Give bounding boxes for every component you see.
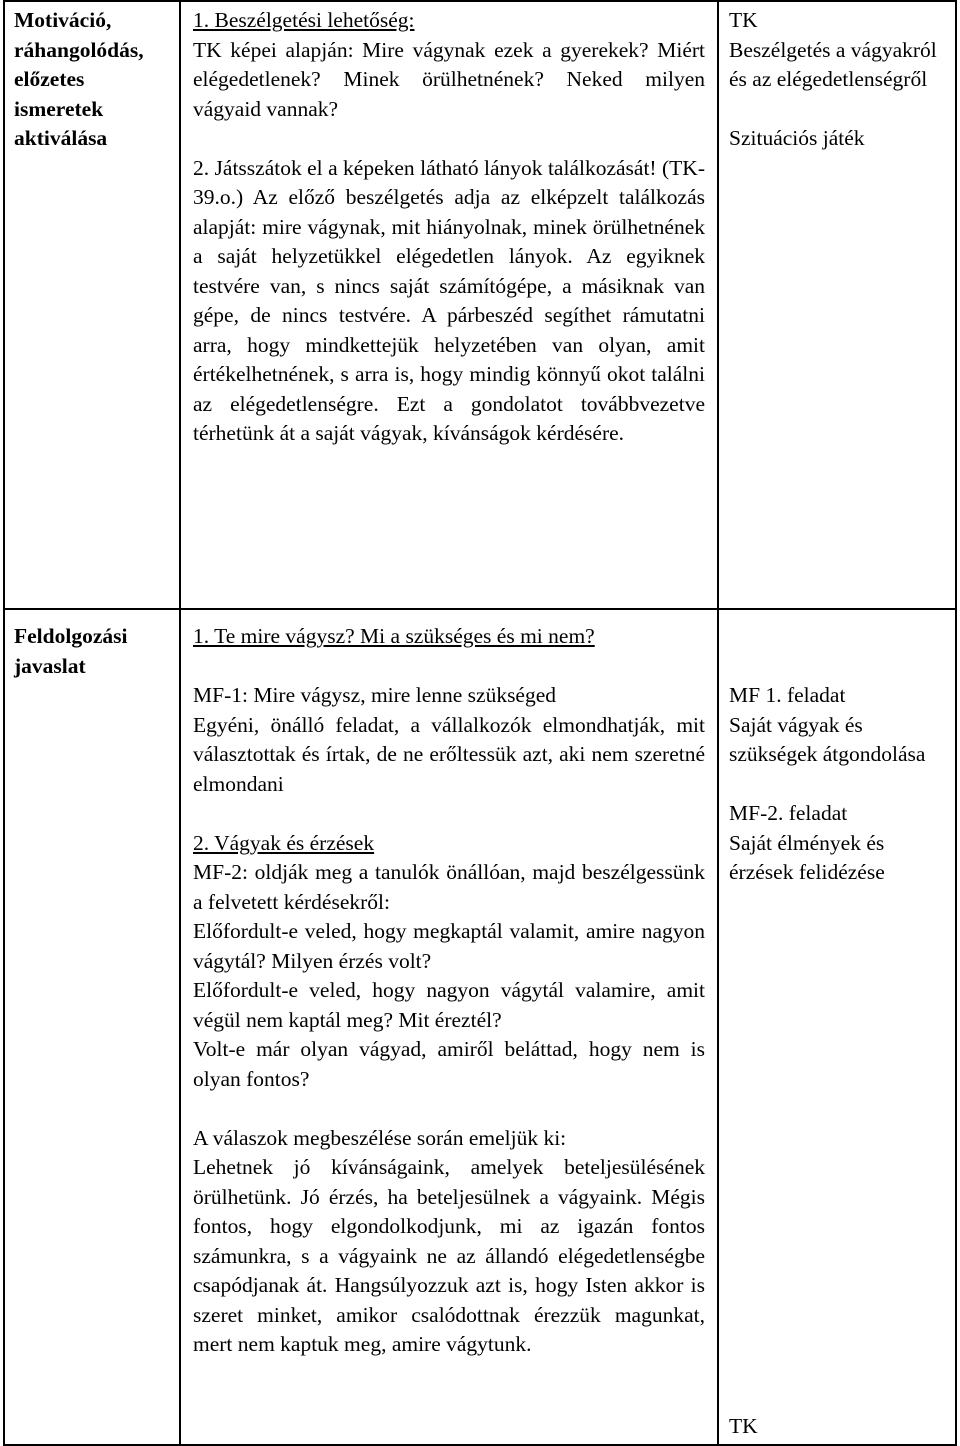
- row2-summary-text: Lehetnek jó kívánságaink, amelyek beteljesülésének örülhetünk. Jó érzés, ha beteljesülnek a vágyaink. Mégis fontos, hogy elgondolkodjunk, mi az igazán fontos számunkra, s a vágyaink ne az állandó elégedetlenségbe csapódjanak át. Hangsúlyozzuk azt is, hogy Isten akkor is szeret minket, amikor csalódottnak érezzük magunkat, mert nem kaptuk meg, amire vágytunk.: [193, 1155, 705, 1356]
- row2-note1-line2: Saját vágyak és szükségek átgondolása: [729, 712, 926, 766]
- row2-item2-question-2: Előfordult-e veled, hogy nagyon vágytál valamire, amit végül nem kaptál meg? Mit éreztél?: [193, 978, 705, 1032]
- row2-note1-line1: MF 1. feladat: [729, 683, 846, 707]
- row2-notes: [729, 681, 949, 888]
- row1-item2-text: 2. Játsszátok el a képeken látható lányok találkozását! (TK-39.o.) Az előző beszélgetés adja az elképzelt találkozás alapját: mire vágynak, mit hiányolnak, minek örülhetnének a saját helyzetükkel elégedetlen lányok. Az egyiknek testvére van, s nincs saját számítógépe, a másiknak van gépe, de nincs testvére. A párbeszéd segíthet rámutatni arra, hogy mindkettejük helyzetében van olyan, amit értékelhetnének, s arra is, hogy mindig könnyű okot találni az elégedetlenségre. Ezt a gondolatot továbbvezetve térhetünk át a saját vágyak, kívánságok kérdésére.: [193, 155, 705, 445]
- row2-item2-intro: MF-2: oldják meg a tanulók önállóan, majd beszélgessünk a felvetett kérdésekről:: [193, 860, 705, 914]
- row2-item1-text: Egyéni, önálló feladat, a vállalkozók elmondhatják, mit választottak és írtak, de ne erőltessük azt, aki nem szeretné elmondani: [193, 712, 705, 796]
- row2-item1-sub: MF-1: Mire vágysz, mire lenne szükséged: [193, 683, 557, 707]
- row2-content: [193, 622, 705, 1360]
- row2-item2-question-1: Előfordult-e veled, hogy megkaptál valamit, amire nagyon vágytál? Milyen érzés volt?: [193, 919, 705, 973]
- table-border-right: [955, 0, 957, 1446]
- row1-item1-text: TK képei alapján: Mire vágynak ezek a gyerekek? Miért elégedetlenek? Minek örülhetnének? Neked milyen vágyaid vannak?: [193, 37, 705, 121]
- row1-label: Motiváció, ráhangolódás, előzetes ismeretek aktiválása: [14, 8, 144, 150]
- table-divider-col2: [717, 0, 719, 1446]
- row2-note2-line2: Saját élmények és érzések felidézése: [729, 830, 885, 884]
- row2-note3: TK: [729, 1414, 758, 1438]
- row2-note2-line1: MF-2. feladat: [729, 801, 848, 825]
- table-row-divider: [3, 608, 957, 610]
- table-border-left: [3, 0, 5, 1446]
- row1-note2: Szituációs játék: [729, 126, 865, 150]
- table-divider-col1: [179, 0, 181, 1446]
- row2-item2-question-3: Volt-e már olyan vágyad, amiről beláttad, hogy nem is olyan fontos?: [193, 1037, 705, 1091]
- row1-item1-heading: 1. Beszélgetési lehetőség:: [193, 8, 415, 32]
- row1-note1-line2: Beszélgetés a vágyakról és az elégedetlenségről: [729, 37, 937, 91]
- row2-label: Feldolgozási javaslat: [14, 624, 128, 678]
- row1-notes: [729, 6, 949, 154]
- row1-content: [193, 6, 705, 449]
- row1-note1-line1: TK: [729, 8, 758, 32]
- row2-item1-heading: 1. Te mire vágysz? Mi a szükséges és mi nem?: [193, 624, 595, 648]
- row2-summary-intro: A válaszok megbeszélése során emeljük ki:: [193, 1125, 567, 1150]
- row2-item2-heading: 2. Vágyak és érzések: [193, 830, 375, 855]
- table-border-top: [3, 0, 957, 2]
